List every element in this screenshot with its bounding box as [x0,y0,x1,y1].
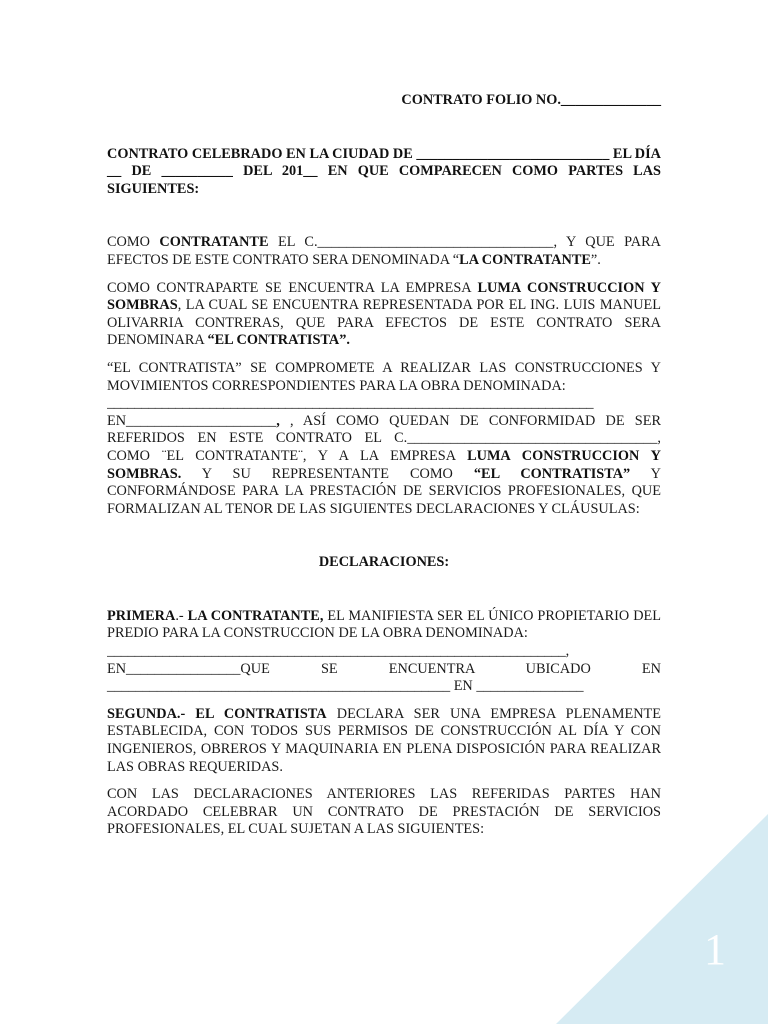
folio-heading: CONTRATO FOLIO NO.______________ [401,92,661,108]
contraparte-paragraph: COMO CONTRAPARTE SE ENCUENTRA LA EMPRESA LUMA CONSTRUCCION Y SOMBRAS, LA CUAL SE ENCUENTRA REPRESENTADA POR EL ING. LUIS MANUEL OLIVARRIA CONTRERAS, QUE PARA EFECTOS DE ESTE CONTRATO SERA DENOMINARA “EL CONTRATISTA”. [107,279,661,349]
closing-paragraph: CON LAS DECLARACIONES ANTERIORES LAS REFERIDAS PARTES HAN ACORDADO CELEBRAR UN CONTRATO DE PRESTACIÓN DE SERVICIOS PROFESIONALES, EL CUAL SUJETAN A LAS SIGUIENTES: [107,786,661,838]
contratista-paragraph-intro: “EL CONTRATISTA” SE COMPROMETE A REALIZAR LAS CONSTRUCCIONES Y MOVIMIENTOS CORRESPONDIENTES PARA LA OBRA DENOMINADA: [107,359,661,394]
obra-blank-line: _______________________________________________________________________ [107,395,594,412]
contratista-paragraph: EN_____________________, , ASÍ COMO QUEDAN DE CONFORMIDAD DE SER REFERIDOS EN ESTE CONTRATO EL C.___________________________________, COMO ¨EL CONTRATANTE¨, Y A LA EMPRESA LUMA CONSTRUCCION Y SOMBRAS. Y SU REPRESENTANTE COMO “EL CONTRATISTA” Y CONFORMÁNDOSE PARA LA PRESTACIÓN DE SERVICIOS PROFESIONALES, QUE FORMALIZAN AL TENOR DE LAS SIGUIENTES DECLARACIONES Y CLÁUSULAS: [107,412,662,517]
intro-paragraph: CONTRATO CELEBRADO EN LA CIUDAD DE ___________________________ EL DÍA __ DE __________ DEL 201__ EN QUE COMPARECEN COMO PARTES LAS SIGUIENTES: [107,145,661,197]
declaraciones-title: DECLARACIONES: [318,554,450,571]
primera-location-line: ________________________________________________ EN _______________ [107,678,584,695]
page-number: 1 [704,925,726,974]
segunda-declaracion: SEGUNDA.- EL CONTRATISTA DECLARA SER UNA EMPRESA PLENAMENTE ESTABLECIDA, CON TODOS SUS PERMISOS DE CONSTRUCCIÓN AL DÍA Y CON INGENIEROS, OBREROS Y MAQUINARIA EN PLENA DISPOSICIÓN PARA REALIZAR LAS OBRAS REQUERIDAS. [107,705,661,775]
contract-body [107,92,661,839]
primera-declaracion: PRIMERA.- LA CONTRATANTE, EL MANIFIESTA SER EL ÚNICO PROPIETARIO DEL PREDIO PARA LA CONSTRUCCION DE LA OBRA DENOMINADA: [107,607,662,642]
contratante-paragraph: COMO CONTRATANTE EL C._________________________________, Y QUE PARA EFECTOS DE ESTE CONTRATO SERA DENOMINADA “LA CONTRATANTE”. [107,234,661,268]
primera-ubicacion: EN________________QUE SE ENCUENTRA UBICADO EN [107,660,661,677]
primera-blank-line: __________________________________________________________________, [107,643,569,660]
